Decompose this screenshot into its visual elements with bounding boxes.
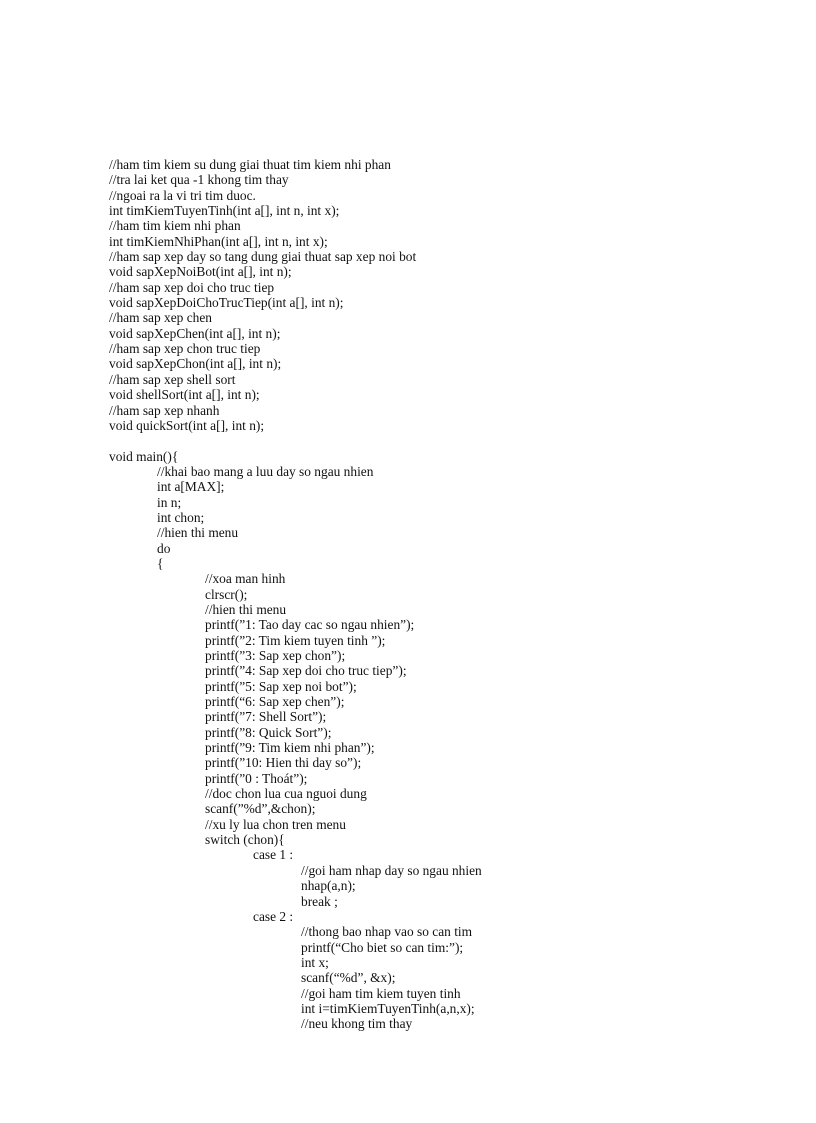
code-line: //doc chon lua cua nguoi dung [205,786,367,802]
code-line: //ham sap xep day so tang dung giai thuat sap xep noi bot [109,249,417,265]
code-line: printf(”0 : Thoát”); [205,770,308,786]
code-line: //goi ham tim kiem tuyen tinh [301,985,461,1001]
code-line: in n; [157,494,182,510]
code-line: //goi ham nhap day so ngau nhien [301,862,482,878]
code-line: printf(”3: Sap xep chon”); [205,648,346,663]
code-line: //ham sap xep doi cho truc tiep [109,279,275,295]
code-line: //ham sap xep chen [109,310,212,326]
code-line: printf(”1: Tao day cac so ngau nhien”); [205,617,415,633]
code-line: case 1 : [253,847,294,863]
code-line: void sapXepDoiChoTrucTiep(int a[], int n); [109,295,344,311]
code-listing [109,157,789,1032]
code-line: int chon; [157,509,205,525]
code-line: void shellSort(int a[], int n); [109,387,260,403]
code-line: clrscr(); [205,586,248,602]
code-line: printf(”2: Tim kiem tuyen tinh ”); [205,632,386,648]
code-line: printf(”4: Sap xep doi cho truc tiep”); [205,663,407,679]
code-line: void sapXepChon(int a[], int n); [109,356,282,372]
code-line: //neu khong tim thay [301,1016,413,1032]
code-line: //ham sap xep chon truc tiep [109,341,261,357]
code-line: void sapXepChen(int a[], int n); [109,325,281,341]
code-line: scanf(“%d”, &x); [301,970,396,986]
code-line: printf(”9: Tim kiem nhi phan”); [205,740,375,756]
code-line: scanf(”%d”,&chon); [205,801,316,817]
code-line: nhap(a,n); [301,878,356,894]
code-line: //ngoai ra la vi tri tim duoc. [109,187,256,203]
code-line: //hien thi menu [205,601,287,617]
code-line: //tra lai ket qua -1 khong tim thay [109,172,289,188]
code-line: //thong bao nhap vao so can tim [301,924,473,940]
code-line: break ; [301,893,338,909]
code-line: //ham tim kiem su dung giai thuat tim kiem nhi phan [109,157,391,172]
code-line: printf(“6: Sap xep chen”); [205,694,345,710]
code-line: int timKiemTuyenTinh(int a[], int n, int x); [109,203,340,219]
code-line: printf(“Cho biet so can tim:”); [301,939,464,955]
code-line: void quickSort(int a[], int n); [109,417,265,433]
code-line: //ham sap xep nhanh [109,402,220,418]
code-line: do [157,540,171,556]
code-line: void main(){ [109,448,179,464]
code-line: void sapXepNoiBot(int a[], int n); [109,264,292,280]
code-line: printf(”7: Shell Sort”); [205,709,327,725]
code-line: int x; [301,954,329,970]
code-line: //hien thi menu [157,525,239,541]
code-line: printf(”10: Hien thi day so”); [205,755,362,771]
code-line: switch (chon){ [205,832,285,848]
code-line: //ham sap xep shell sort [109,371,236,387]
code-line: //xoa man hinh [205,571,286,587]
code-line [109,433,789,448]
code-line: //xu ly lua chon tren menu [205,816,346,832]
code-line: printf(”5: Sap xep noi bot”); [205,678,357,694]
code-line: int a[MAX]; [157,479,225,495]
code-line: printf(”8: Quick Sort”); [205,724,332,740]
code-line: //ham tim kiem nhi phan [109,218,241,234]
code-line: case 2 : [253,908,294,924]
code-line: int i=timKiemTuyenTinh(a,n,x); [301,1000,475,1016]
code-line: //khai bao mang a luu day so ngau nhien [157,463,374,479]
code-line: { [157,555,164,571]
code-line: int timKiemNhiPhan(int a[], int n, int x); [109,233,328,249]
